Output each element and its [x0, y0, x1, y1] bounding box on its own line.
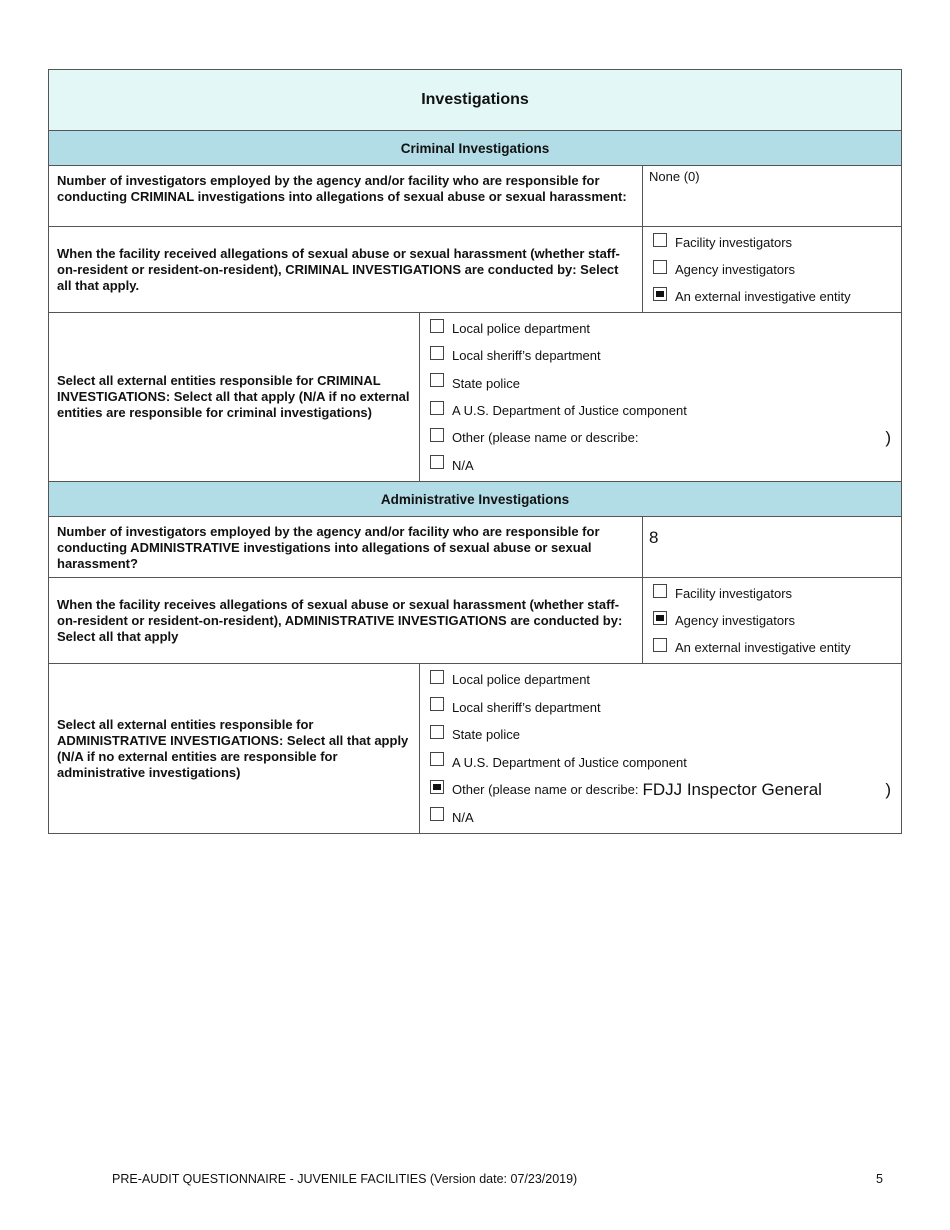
- administrative-external-option-na[interactable]: [430, 804, 891, 832]
- administrative-section-header: Administrative Investigations: [49, 482, 901, 517]
- footer-title: PRE-AUDIT QUESTIONNAIRE - JUVENILE FACILITIES (Version date: 07/23/2019): [112, 1172, 578, 1186]
- checkbox-icon[interactable]: [653, 260, 667, 274]
- criminal-external-options: [420, 313, 901, 481]
- option-label: N/A: [452, 809, 474, 825]
- administrative-external-question: Select all external entities responsible for ADMINISTRATIVE INVESTIGATIONS: Select all that apply (N/A if no external entities are responsible for administrative investigations): [49, 664, 420, 833]
- checkbox-icon[interactable]: [430, 697, 444, 711]
- other-value-field[interactable]: FDJJ Inspector General: [642, 779, 822, 799]
- administrative-external-option-local-police[interactable]: [430, 666, 891, 694]
- option-label: An external investigative entity: [675, 289, 851, 304]
- administrative-external-option-doj[interactable]: [430, 749, 891, 777]
- criminal-external-option-other[interactable]: [430, 424, 891, 451]
- administrative-external-row: [49, 664, 901, 833]
- option-label: Agency investigators: [675, 613, 795, 628]
- option-label: Local sheriff’s department: [452, 699, 601, 715]
- criminal-count-answer[interactable]: None (0): [649, 169, 700, 184]
- option-label: Facility investigators: [675, 235, 793, 250]
- option-label: State police: [452, 727, 520, 743]
- checkbox-icon[interactable]: [430, 428, 444, 442]
- administrative-conducted-option-facility[interactable]: [653, 580, 891, 607]
- administrative-conducted-row: [49, 578, 901, 664]
- option-label: N/A: [452, 457, 474, 473]
- checkbox-icon[interactable]: [653, 584, 667, 598]
- option-label: Other (please name or describe:: [452, 430, 639, 446]
- checkbox-icon[interactable]: [430, 807, 444, 821]
- checkbox-icon[interactable]: [430, 346, 444, 360]
- option-label: State police: [452, 375, 520, 391]
- criminal-conducted-row: [49, 227, 901, 313]
- form-title: Investigations: [49, 70, 901, 131]
- criminal-external-option-na[interactable]: [430, 452, 891, 479]
- option-label: Local police department: [452, 321, 591, 337]
- criminal-external-question: Select all external entities responsible for CRIMINAL INVESTIGATIONS: Select all that apply (N/A if no external entities are responsible for criminal investigations): [49, 313, 420, 481]
- option-label: A U.S. Department of Justice component: [452, 403, 687, 419]
- option-label: An external investigative entity: [675, 640, 851, 655]
- criminal-conducted-question: When the facility received allegations of sexual abuse or sexual harassment (whether staff-on-resident or resident-on-resident), CRIMINAL INVESTIGATIONS are conducted by: Select all that apply.: [49, 227, 643, 312]
- administrative-count-row: [49, 517, 901, 578]
- option-label: Agency investigators: [675, 262, 795, 277]
- administrative-external-option-other[interactable]: [430, 776, 891, 804]
- option-label: Other (please name or describe:: [452, 782, 639, 798]
- administrative-external-option-sheriff[interactable]: [430, 694, 891, 722]
- administrative-count-answer[interactable]: 8: [649, 528, 659, 547]
- option-label: Local police department: [452, 672, 591, 688]
- criminal-external-row: [49, 313, 901, 482]
- administrative-conducted-question: When the facility receives allegations of sexual abuse or sexual harassment (whether staff-on-resident or resident-on-resident), ADMINISTRATIVE INVESTIGATIONS are conducted by: Select all that apply: [49, 578, 643, 663]
- closing-paren: ): [885, 779, 891, 799]
- administrative-conducted-option-agency[interactable]: [653, 607, 891, 634]
- investigations-form: [48, 69, 902, 834]
- checkbox-icon[interactable]: [430, 752, 444, 766]
- option-label: A U.S. Department of Justice component: [452, 754, 687, 770]
- criminal-count-row: [49, 166, 901, 227]
- page-number: 5: [876, 1172, 883, 1186]
- checkbox-icon[interactable]: [430, 725, 444, 739]
- option-label: Facility investigators: [675, 586, 793, 601]
- checkbox-icon[interactable]: [653, 233, 667, 247]
- checkbox-icon[interactable]: [653, 287, 667, 301]
- criminal-conducted-option-external[interactable]: [653, 283, 891, 310]
- administrative-conducted-options: [643, 578, 901, 663]
- administrative-external-option-state-police[interactable]: [430, 721, 891, 749]
- criminal-count-question: Number of investigators employed by the agency and/or facility who are responsible for conducting CRIMINAL investigations into allegations of sexual abuse or sexual harassment:: [49, 166, 643, 226]
- checkbox-icon[interactable]: [430, 319, 444, 333]
- checkbox-icon[interactable]: [653, 638, 667, 652]
- criminal-external-option-sheriff[interactable]: [430, 342, 891, 369]
- checkbox-icon[interactable]: [430, 670, 444, 684]
- criminal-external-option-local-police[interactable]: [430, 315, 891, 342]
- closing-paren: ): [885, 427, 891, 447]
- criminal-external-option-doj[interactable]: [430, 397, 891, 424]
- criminal-conducted-options: [643, 227, 901, 312]
- administrative-conducted-option-external[interactable]: [653, 634, 891, 661]
- administrative-count-question: Number of investigators employed by the agency and/or facility who are responsible for conducting ADMINISTRATIVE investigations into allegations of sexual abuse or sexual harassment?: [49, 517, 643, 577]
- criminal-external-option-state-police[interactable]: [430, 370, 891, 397]
- checkbox-icon[interactable]: [430, 455, 444, 469]
- criminal-conducted-option-agency[interactable]: [653, 256, 891, 283]
- administrative-external-options: [420, 664, 901, 833]
- checkbox-icon[interactable]: [653, 611, 667, 625]
- checkbox-icon[interactable]: [430, 401, 444, 415]
- criminal-section-header: Criminal Investigations: [49, 131, 901, 166]
- criminal-conducted-option-facility[interactable]: [653, 229, 891, 256]
- checkbox-icon[interactable]: [430, 373, 444, 387]
- option-label: Local sheriff’s department: [452, 348, 601, 364]
- checkbox-icon[interactable]: [430, 780, 444, 794]
